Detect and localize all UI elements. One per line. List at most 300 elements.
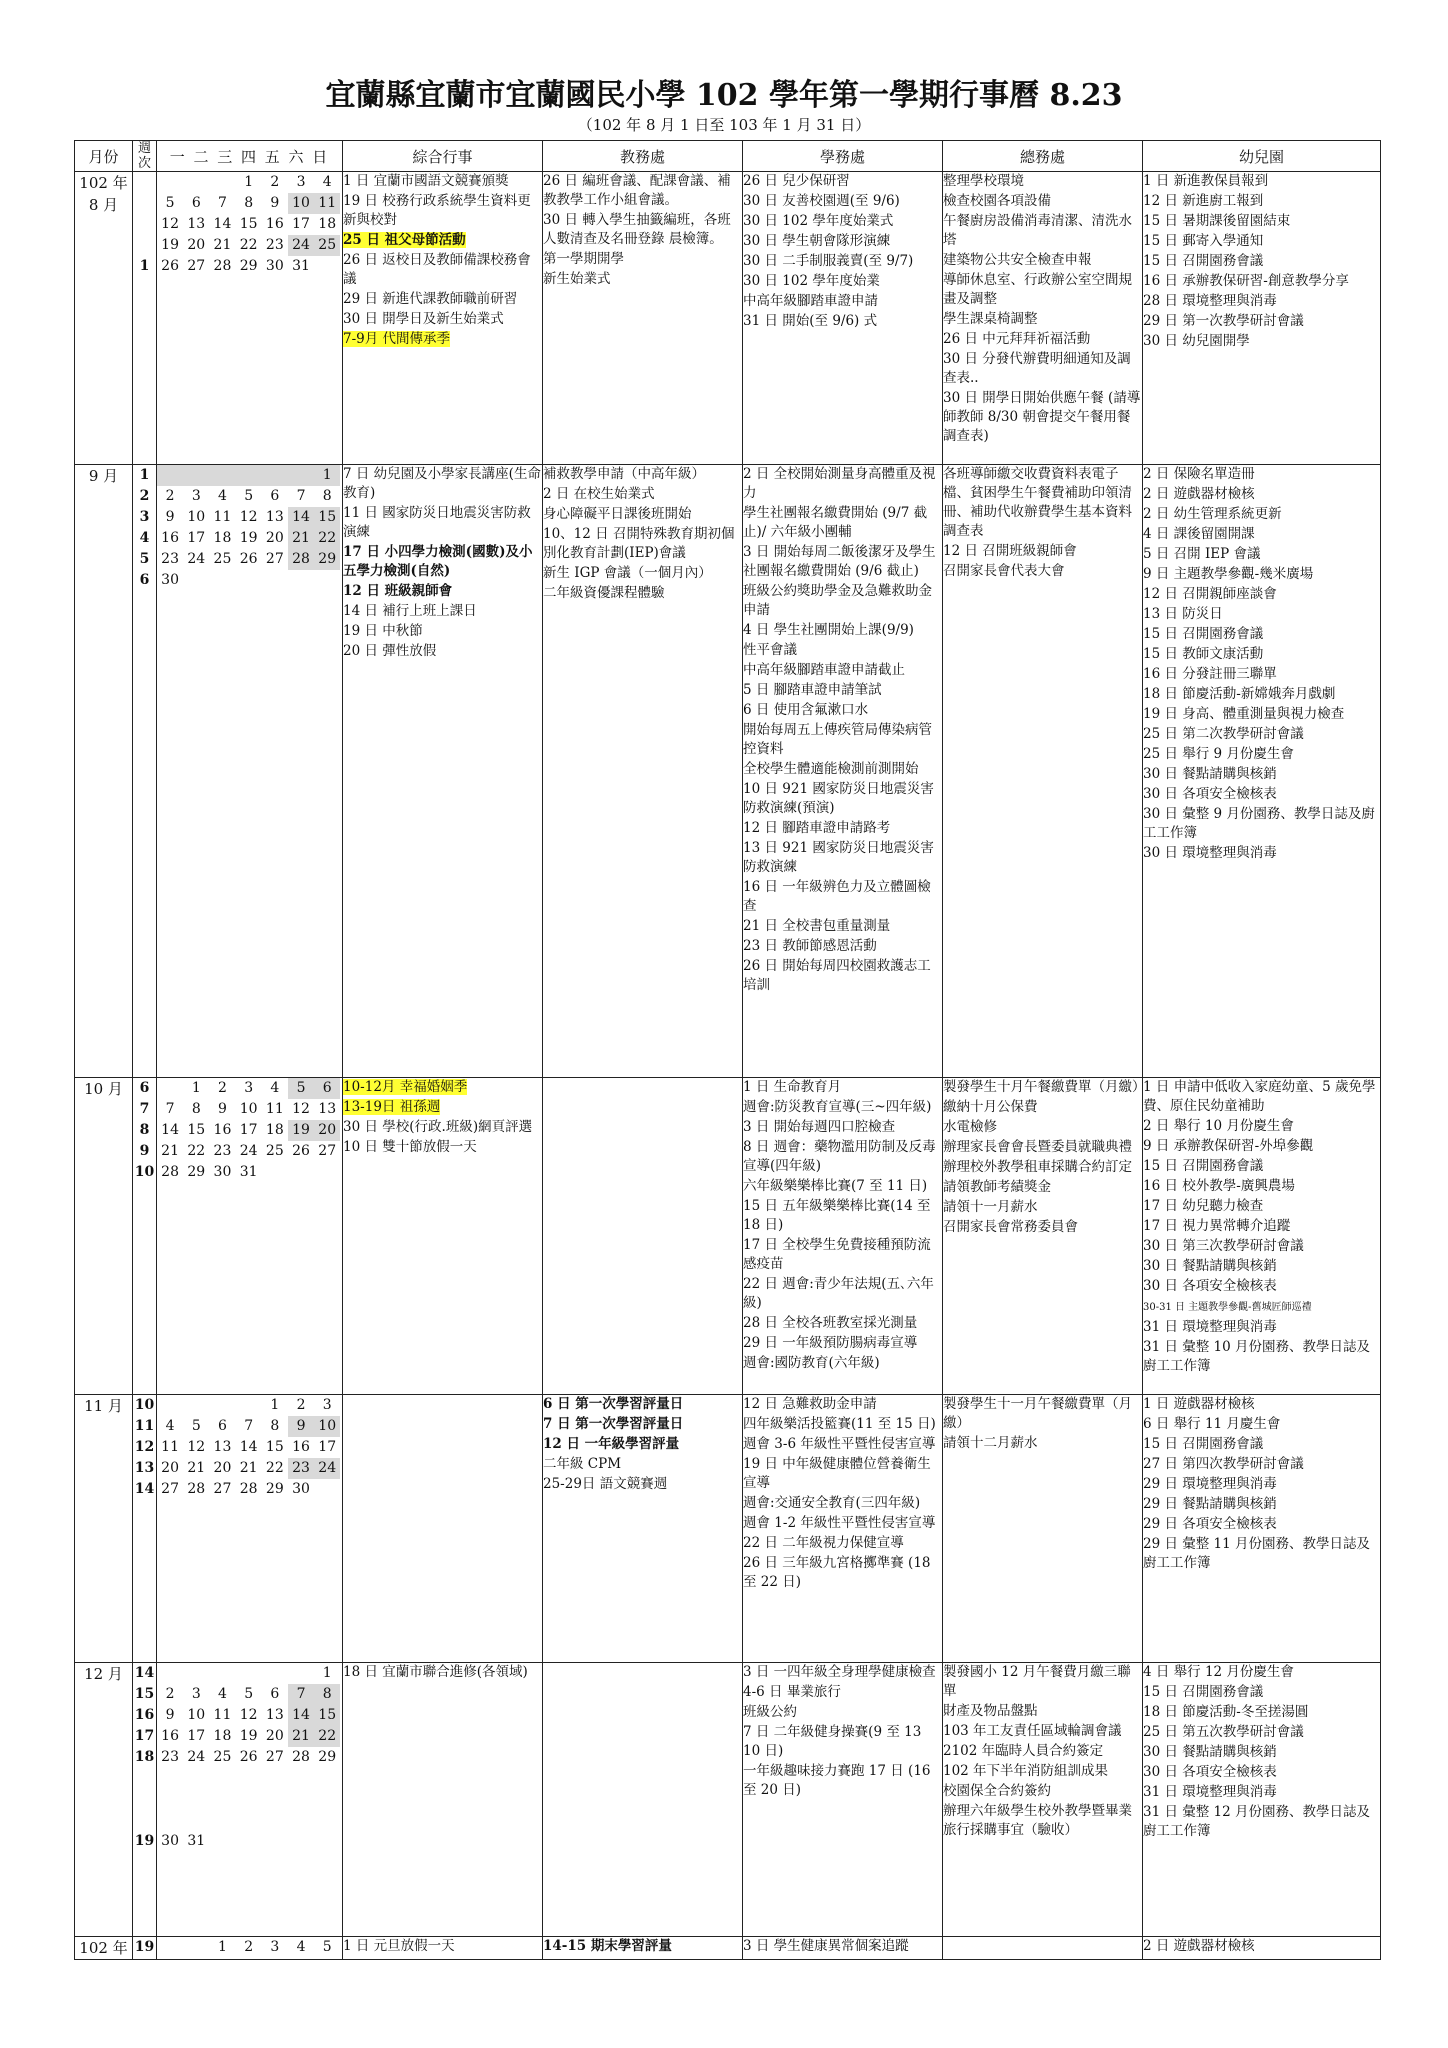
event-item [1143, 1157, 1380, 1176]
day-cell: 10 [239, 1101, 258, 1117]
day-cell [314, 256, 340, 277]
event-text: 2102 年臨時人員合約簽定 [943, 1743, 1104, 1759]
event-text: 8 日 週會：藥物濫用防制及反毒宣導(四年級) [743, 1139, 936, 1174]
week-number: 19 [134, 1939, 155, 1955]
event-text: 6 日 第一次學習評量日 [543, 1396, 684, 1412]
day-cell: 21 [213, 237, 232, 253]
day-cell: 29 [187, 1164, 206, 1180]
event-item [743, 1395, 942, 1414]
day-cell: 23 [265, 237, 284, 253]
event-item [343, 231, 542, 250]
event-text: 身心障礙平日課後班開始 [543, 506, 692, 522]
day-cell: 20 [314, 1120, 340, 1141]
day-cell: 24 [187, 551, 206, 567]
event-text: 15 日 教師文康活動 [1143, 646, 1264, 662]
event-item [343, 642, 542, 661]
header-kinder: 幼兒園 [1143, 141, 1381, 172]
day-cell: 28 [292, 1749, 310, 1765]
event-text: 15 日 召開園務會議 [1143, 1158, 1264, 1174]
event-item [743, 1534, 942, 1553]
day-cell: 7 [244, 1418, 254, 1434]
event-text: 六年級樂樂棒比賽(7 至 11 日) [743, 1178, 928, 1194]
day-cell: 3 [270, 1939, 280, 1955]
day-cell: 21 [161, 1143, 179, 1159]
event-text: 12 日 新進廚工報到 [1143, 193, 1264, 209]
day-cell: 9 [288, 1416, 314, 1437]
day-cell: 16 [265, 216, 284, 232]
day-cell [262, 465, 288, 486]
day-cell: 10 [187, 1707, 206, 1723]
event-text: 中高年級腳踏車證申請 [743, 293, 878, 309]
day-cell: 14 [239, 1439, 258, 1455]
day-cell: 2 [270, 174, 280, 190]
event-item [543, 525, 742, 563]
event-text: 3 日 開始每周二飯後潔牙及學生社團報名繳費開始 (9/6 截止) [743, 544, 936, 579]
event-text: 建築物公共安全檢查申報 [943, 252, 1092, 268]
day-cell [157, 1768, 183, 1789]
event-item [343, 1118, 542, 1137]
event-text: 12 日 班級親師會 [343, 583, 453, 599]
week-number [133, 235, 156, 256]
student-events [743, 1078, 943, 1395]
event-text: 4 日 舉行 12 月份慶生會 [1143, 1664, 1294, 1680]
event-text: 30 日 友善校園週(至 9/6) [743, 193, 900, 209]
day-cell: 8 [322, 488, 332, 504]
day-line [157, 465, 342, 486]
event-item [1143, 172, 1380, 191]
event-item [1143, 292, 1380, 311]
event-item [743, 1314, 942, 1333]
week-number: 7 [139, 1101, 150, 1117]
event-text: 二年級資優課程體驗 [543, 585, 665, 601]
academic-events [543, 172, 743, 465]
month-row [75, 465, 1381, 1078]
day-cell: 22 [265, 1460, 284, 1476]
day-cell [288, 465, 314, 486]
week-number: 2 [139, 488, 150, 504]
day-cell: 18 [318, 216, 337, 232]
event-item [343, 543, 542, 581]
event-text: 一年級趣味接力賽跑 17 日 (16 至 20 日) [743, 1763, 931, 1798]
day-cell: 1 [218, 1939, 227, 1955]
week-number: 1 [139, 467, 150, 483]
calendar-table [74, 140, 1381, 1960]
day-cell: 4 [218, 1686, 227, 1702]
day-cell: 25 [213, 551, 232, 567]
admin-events [943, 1937, 1143, 1960]
event-text: 1 日 新進教保員報到 [1143, 173, 1269, 189]
event-item [743, 232, 942, 251]
day-cell: 30 [161, 1833, 179, 1849]
event-item [943, 1742, 1142, 1761]
event-text: 30 日 幼兒園開學 [1143, 333, 1250, 349]
event-text: 17 日 全校學生免費接種預防流感疫苗 [743, 1237, 931, 1272]
event-item [1143, 805, 1380, 843]
day-line [157, 1120, 342, 1141]
event-item [743, 661, 942, 680]
event-item [1143, 212, 1380, 231]
day-line [157, 1663, 342, 1684]
month-row [75, 1395, 1381, 1663]
event-item [343, 1138, 542, 1157]
day-cell: 30 [161, 572, 179, 588]
event-text: 週會 1-2 年級性平暨性侵害宣導 [743, 1515, 936, 1531]
day-cell: 27 [318, 1143, 337, 1159]
event-item [943, 310, 1142, 329]
day-cell: 4 [218, 488, 227, 504]
event-item [743, 465, 942, 503]
event-text: 10 日 雙十節放假一天 [343, 1139, 477, 1155]
event-item [743, 760, 942, 779]
day-line [157, 1141, 342, 1162]
event-text: 22 日 二年級視力保健宣導 [743, 1535, 904, 1551]
event-text: 29 日 第一次教學研討會議 [1143, 313, 1304, 329]
event-item [1143, 844, 1380, 863]
event-text: 9 日 主題教學參觀-幾米廣場 [1143, 566, 1314, 582]
day-cell: 26 [292, 1143, 310, 1159]
day-cell: 11 [213, 509, 232, 525]
day-line [157, 1395, 342, 1416]
month-label: 102 年 8 月 [75, 172, 133, 465]
event-item [1143, 1318, 1380, 1337]
event-text: 26 日 三年級九宮格擲準賽 (18 至 22 日) [743, 1555, 931, 1590]
event-item [743, 641, 942, 660]
event-item [743, 721, 942, 759]
admin-events [943, 1078, 1146, 1395]
day-cell: 15 [239, 216, 258, 232]
event-text: 2 日 舉行 10 月份慶生會 [1143, 1118, 1294, 1134]
event-item [743, 1514, 942, 1533]
event-text: 16 日 校外教學-廣興農場 [1143, 1178, 1295, 1194]
day-cell [183, 1789, 209, 1810]
event-text: 15 日 召開園務會議 [1143, 253, 1264, 269]
event-item [1143, 1723, 1380, 1742]
event-text: 30 日 各項安全檢核表 [1143, 1764, 1277, 1780]
day-cell: 13 [265, 1707, 284, 1723]
admin-events [943, 1663, 1143, 1937]
event-text: 19 日 身高、體重測量與視力檢查 [1143, 706, 1345, 722]
event-text: 30 日 102 學年度始業 [743, 273, 880, 289]
page-title: 宜蘭縣宜蘭市宜蘭國民小學 102 學年第一學期行事曆 8.23 [325, 78, 1123, 113]
event-text: 30 日 餐點請購與核銷 [1143, 766, 1277, 782]
day-line [157, 214, 342, 235]
event-text: 12 日 腳踏車證申請路考 [743, 820, 891, 836]
event-item [743, 312, 942, 331]
event-text: 19 日 校務行政系統學生資料更新與校對 [343, 193, 531, 228]
day-cell [157, 1789, 183, 1810]
event-item [1143, 785, 1380, 804]
day-cell: 10 [314, 1416, 340, 1437]
event-item [1143, 1435, 1380, 1454]
day-line [157, 172, 342, 193]
day-cell: 27 [213, 1481, 232, 1497]
header-admin: 總務處 [943, 141, 1143, 172]
event-text: 21 日 全校書包重量測量 [743, 918, 891, 934]
week-number: 8 [139, 1122, 150, 1138]
month-row [75, 1663, 1381, 1937]
day-cell [314, 1162, 340, 1183]
day-cell [314, 1831, 340, 1852]
day-cell [314, 570, 340, 591]
event-text: 4 日 學生社團開始上課(9/9) [743, 622, 914, 638]
day-cell [183, 1395, 209, 1416]
day-cell: 13 [265, 509, 284, 525]
day-cell: 28 [213, 258, 232, 274]
day-cell [157, 1078, 183, 1099]
event-item [543, 1395, 742, 1414]
event-item [743, 543, 942, 581]
event-item [1143, 1177, 1380, 1196]
event-item [543, 1455, 742, 1474]
event-text: 辦理校外教學租車採購合約訂定 [943, 1159, 1132, 1175]
day-cell: 25 [314, 235, 340, 256]
day-cell: 3 [191, 488, 201, 504]
event-text: 週會 3-6 年級性平暨性侵害宣導 [743, 1436, 936, 1452]
event-item [1143, 765, 1380, 784]
day-cell [183, 1937, 209, 1958]
day-cell: 24 [314, 1458, 340, 1479]
day-cell: 17 [239, 1122, 258, 1138]
event-text: 19 日 中年級健康體位營養衛生宣導 [743, 1456, 931, 1491]
event-item [943, 212, 1142, 250]
event-text: 26 日 中元拜拜祈福活動 [943, 331, 1091, 347]
day-cell: 3 [191, 1686, 201, 1702]
kinder-events [1143, 1395, 1381, 1663]
event-item [343, 1098, 542, 1117]
event-item [1143, 1395, 1380, 1414]
event-text: 性平會議 [743, 642, 797, 658]
event-item [743, 1683, 942, 1702]
admin-events [943, 172, 1143, 465]
event-item [1143, 272, 1380, 291]
event-item [343, 1937, 542, 1956]
day-cell: 13 [213, 1439, 232, 1455]
event-text: 30 日 102 學年度始業式 [743, 213, 894, 229]
day-cell: 2 [218, 1080, 227, 1096]
event-item [943, 1178, 1142, 1197]
event-text: 27 日 第四次教學研討會議 [1143, 1456, 1304, 1472]
week-number: 5 [139, 551, 150, 567]
admin-events [943, 1395, 1143, 1663]
header-student: 學務處 [743, 141, 943, 172]
event-text: 12 日 召開親師座談會 [1143, 586, 1277, 602]
day-cell [314, 1789, 340, 1810]
day-line [157, 1416, 342, 1437]
event-text: 水電檢修 [943, 1119, 997, 1135]
event-item [943, 1218, 1142, 1237]
event-item [1143, 705, 1380, 724]
day-cell: 5 [322, 1939, 332, 1955]
event-text: 18 日 節慶活動-冬至搓湯圓 [1143, 1704, 1309, 1720]
day-cell [209, 1768, 235, 1789]
day-cell [236, 1395, 262, 1416]
day-cell [262, 1789, 288, 1810]
week-number: 17 [134, 1728, 155, 1744]
event-item [743, 1177, 942, 1196]
day-line [157, 486, 342, 507]
event-item [743, 1723, 942, 1761]
event-item [943, 1395, 1142, 1433]
day-cell: 29 [265, 1481, 284, 1497]
event-text: 17 日 小四學力檢測(國數)及小五學力檢測(自然) [343, 544, 533, 579]
event-item [1143, 505, 1380, 524]
event-text: 13 日 921 國家防災日地震災害防救演練 [743, 840, 934, 875]
day-line [157, 235, 342, 256]
day-cell: 9 [270, 195, 280, 211]
event-item [543, 1435, 742, 1454]
event-text: 第一學期開學 [543, 251, 624, 267]
day-cell: 13 [187, 216, 206, 232]
event-text: 102 年下半年消防組訓成果 [943, 1763, 1109, 1779]
header-weekdays: 一 二 三 四 五 六 日 [157, 141, 343, 172]
event-text: 14-15 期末學習評量 [543, 1938, 672, 1954]
event-text: 製發學生十月午餐繳費單（月繳） [943, 1079, 1146, 1095]
event-text: 28 日 環境整理與消毒 [1143, 293, 1277, 309]
day-cell [262, 1663, 288, 1684]
event-text: 2 日 遊戲器材檢核 [1143, 486, 1255, 502]
day-cell: 16 [161, 530, 179, 546]
day-cell [236, 1810, 262, 1831]
event-text: 2 日 在校生始業式 [543, 486, 655, 502]
day-cell: 7 [288, 1684, 314, 1705]
event-text: 請領十二月薪水 [943, 1435, 1038, 1451]
event-item [743, 1098, 942, 1117]
event-text: 29 日 環境整理與消毒 [1143, 1476, 1277, 1492]
event-item [1143, 585, 1380, 604]
event-item [1143, 1763, 1380, 1782]
day-cell: 7 [218, 195, 227, 211]
week-numbers [133, 1395, 157, 1663]
event-item [343, 330, 542, 349]
event-item [743, 272, 942, 291]
event-item [1143, 1078, 1380, 1116]
day-grid [157, 465, 343, 1078]
day-cell: 5 [165, 195, 175, 211]
event-item [1143, 565, 1380, 584]
day-cell: 20 [161, 1460, 179, 1476]
event-text: 1 日 元旦放假一天 [343, 1938, 455, 1954]
event-text: 11 日 國家防災日地震災害防救演練 [343, 505, 531, 540]
day-cell: 25 [213, 1749, 232, 1765]
day-cell: 17 [318, 1439, 337, 1455]
event-text: 15 日 召開園務會議 [1143, 1684, 1264, 1700]
day-cell: 17 [187, 530, 206, 546]
event-text: 財產及物品盤點 [943, 1703, 1038, 1719]
month-label: 12 月 [75, 1663, 133, 1937]
day-cell: 9 [165, 1707, 175, 1723]
day-cell [183, 1810, 209, 1831]
event-text: 1 日 申請中低收入家庭幼童、5 歲免學費、原住民幼童補助 [1143, 1079, 1376, 1114]
event-item [743, 172, 942, 191]
day-cell: 11 [213, 1707, 232, 1723]
general-events [343, 1395, 543, 1663]
event-item [943, 1434, 1142, 1453]
event-item [1143, 1515, 1380, 1534]
kinder-events [1143, 172, 1381, 465]
week-number [133, 193, 156, 214]
day-cell: 1 [322, 1665, 332, 1681]
event-text: 25 日 第二次教學研討會議 [1143, 726, 1304, 742]
day-cell: 8 [314, 1684, 340, 1705]
week-numbers [133, 465, 157, 1078]
event-text: 10-12月 幸福婚姻季 [343, 1079, 468, 1095]
day-cell [288, 1789, 314, 1810]
event-item [1143, 1297, 1380, 1317]
day-cell: 4 [322, 174, 332, 190]
event-text: 31 日 開始(至 9/6) 式 [743, 313, 878, 329]
day-cell: 21 [288, 1726, 314, 1747]
event-text: 13-19日 祖孫週 [343, 1099, 441, 1115]
event-text: 19 日 中秋節 [343, 623, 423, 639]
event-item [1143, 1455, 1380, 1474]
event-item [743, 1762, 942, 1800]
academic-events [543, 1663, 743, 1937]
event-item [743, 839, 942, 877]
week-number: 19 [134, 1833, 155, 1849]
day-grid [157, 172, 343, 465]
week-number: 13 [134, 1460, 155, 1476]
event-text: 29 日 一年級預防腸病毒宣導 [743, 1335, 918, 1351]
event-item [743, 192, 942, 211]
day-cell: 22 [314, 528, 340, 549]
day-cell: 3 [244, 1080, 254, 1096]
month-row [75, 172, 1381, 465]
week-number: 11 [134, 1418, 155, 1434]
day-cell: 20 [187, 237, 206, 253]
event-text: 10 日 921 國家防災日地震災害防救演練(預演) [743, 781, 934, 816]
day-cell [262, 1810, 288, 1831]
event-item [943, 1702, 1142, 1721]
day-cell: 19 [288, 1120, 314, 1141]
day-cell [183, 172, 209, 193]
event-text: 15 日 五年級樂樂棒比賽(14 至 18 日) [743, 1198, 931, 1233]
day-cell [262, 1768, 288, 1789]
day-cell: 21 [288, 528, 314, 549]
day-cell: 28 [187, 1481, 206, 1497]
day-cell [288, 1810, 314, 1831]
event-item [1143, 1237, 1380, 1256]
day-cell: 24 [187, 1749, 206, 1765]
month-label: 10 月 [75, 1078, 133, 1395]
day-cell [157, 465, 183, 486]
event-text: 13 日 防災日 [1143, 606, 1223, 622]
event-text: 25-29日 語文競賽週 [543, 1476, 668, 1492]
event-text: 整理學校環境 [943, 173, 1024, 189]
event-item [543, 211, 742, 249]
day-cell: 4 [165, 1418, 175, 1434]
event-item [743, 1354, 942, 1373]
event-text: 30 日 開學日開始供應午餐 (請導師教師 8/30 朝會提交午餐用餐調查表) [943, 390, 1141, 444]
event-item [743, 917, 942, 936]
event-item [1143, 645, 1380, 664]
event-text: 29 日 餐點請購與核銷 [1143, 1496, 1277, 1512]
day-line [157, 1458, 342, 1479]
event-text: 17 日 幼兒聽力檢查 [1143, 1198, 1264, 1214]
event-text: 20 日 彈性放假 [343, 643, 437, 659]
event-text: 12 日 召開班級親師會 [943, 543, 1077, 559]
event-item [943, 1138, 1142, 1157]
event-item [943, 1118, 1142, 1137]
event-item [1143, 332, 1380, 351]
event-item [1143, 525, 1380, 544]
event-text: 31 日 環境整理與消毒 [1143, 1319, 1277, 1335]
day-line [157, 528, 342, 549]
day-cell: 6 [270, 488, 280, 504]
day-cell [314, 1768, 340, 1789]
day-line [157, 1810, 342, 1831]
event-text: 12 日 急難救助金申請 [743, 1396, 877, 1412]
day-cell [209, 1789, 235, 1810]
